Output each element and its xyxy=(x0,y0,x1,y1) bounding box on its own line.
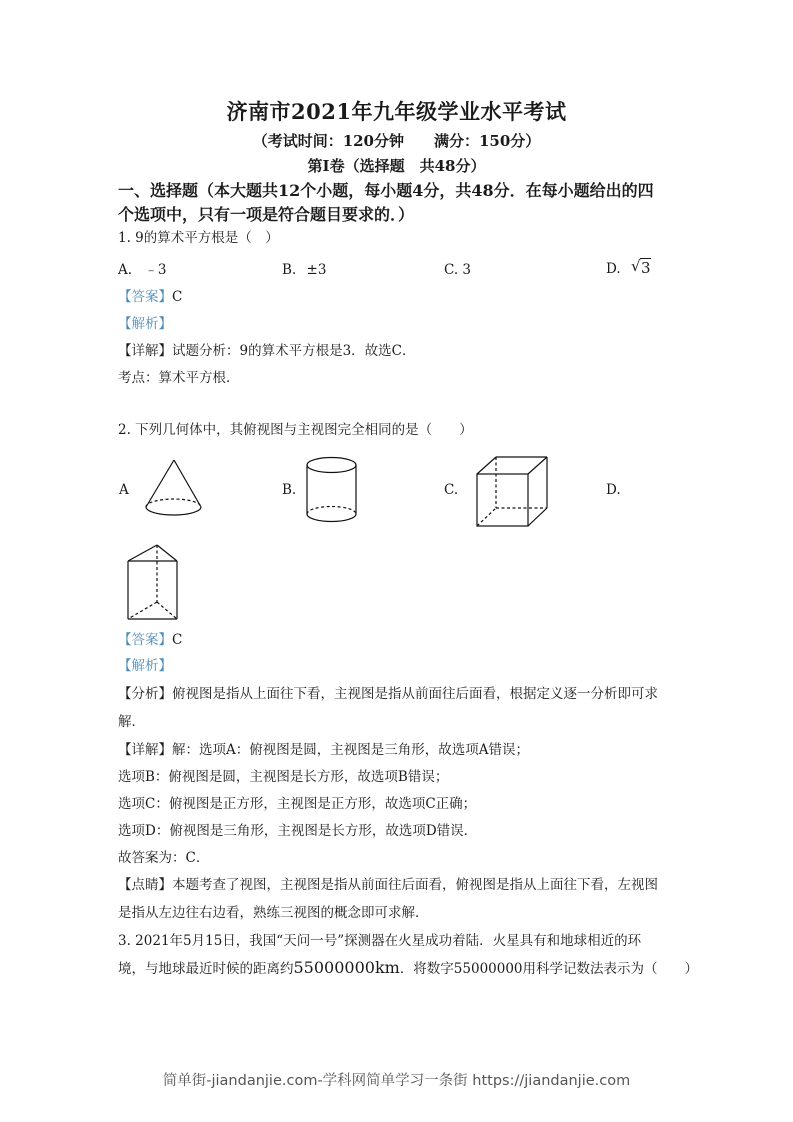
q2-stem: 2. 下列几何体中，其俯视图与主视图完全相同的是（ ） xyxy=(118,422,473,438)
q1-detail: 【详解】试题分析：9的算术平方根是3．故选C． xyxy=(118,343,416,359)
q2-comment-line1: 【点睛】本题考查了视图，主视图是指从前面往后面看，俯视图是指从上面往下看，左视图 xyxy=(118,877,658,893)
q2-option-d-label: D. xyxy=(606,482,621,498)
cone-figure xyxy=(145,458,205,523)
answer-label: 【答案】 xyxy=(118,289,172,305)
q1-option-d-label: D. xyxy=(606,261,621,277)
q2-comment-line2: 是指从左边往右边看，熟练三视图的概念即可求解． xyxy=(118,905,429,921)
radical-sign-icon: √ xyxy=(630,257,641,275)
q3-stem-text-b: ．将数字55000000用科学记数法表示为（ ） xyxy=(399,961,699,977)
q2-analysis-label: 【解析】 xyxy=(118,658,172,674)
q2-option-b-label: B. xyxy=(282,482,297,498)
q2-detail-line4: 选项D：俯视图是三角形，主视图是长方形，故选项D错误． xyxy=(118,823,478,839)
q1-option-a-text: ﹣3 xyxy=(144,262,167,278)
q2-detail-line3: 选项C：俯视图是正方形，主视图是正方形，故选项C正确； xyxy=(118,796,477,812)
section-heading-line1: 一、选择题（本大题共12个小题，每小题4分，共48分．在每小题给出的四 xyxy=(118,181,654,200)
q2-detail-line1: 【详解】解：选项A：俯视图是圆，主视图是三角形，故选项A错误； xyxy=(118,742,529,758)
triangular-prism-figure xyxy=(127,544,179,622)
q1-option-b-label: B. xyxy=(282,262,297,278)
q3-stem-line2 xyxy=(118,958,698,979)
volume-heading: 第Ⅰ卷（选择题 共48分） xyxy=(307,157,486,175)
q2-answer xyxy=(118,630,182,650)
q1-answer xyxy=(118,287,182,307)
q1-option-c xyxy=(444,260,471,280)
q1-option-b-text: ±3 xyxy=(306,262,327,278)
q1-analysis-label: 【解析】 xyxy=(118,316,172,332)
section-heading-line2: 个选项中，只有一项是符合题目要求的．） xyxy=(118,205,415,224)
q3-distance-value: 55000000km xyxy=(293,958,400,977)
q1-option-c-text: C. 3 xyxy=(444,262,472,278)
sqrt-expression xyxy=(631,258,652,279)
q1-option-b xyxy=(282,260,326,280)
q1-knowledge-point: 考点：算术平方根． xyxy=(118,370,240,386)
cube-figure xyxy=(476,456,548,528)
q3-stem-line1: 3. 2021年5月15日，我国“天问一号”探测器在火星成功着陆．火星具有和地球相近的环 xyxy=(118,933,642,949)
q1-answer-value: C xyxy=(172,289,183,305)
q2-option-a-label: A xyxy=(119,482,129,498)
q1-stem: 1. 9的算术平方根是（ ） xyxy=(118,230,279,246)
q1-option-a xyxy=(118,260,166,280)
q2-answer-value: C xyxy=(172,632,183,648)
q2-option-c-label: C. xyxy=(444,482,459,498)
answer-label: 【答案】 xyxy=(118,632,172,648)
q2-detail-line2: 选项B：俯视图是圆，主视图是长方形，故选项B错误； xyxy=(118,769,449,785)
watermark-footer: 简单街-jiandanjie.com-学科网简单学习一条街 https://jiandanjie.com xyxy=(162,1073,631,1089)
q2-final-answer: 故答案为：C． xyxy=(118,850,210,866)
q3-stem-text-a: 境，与地球最近时候的距离约 xyxy=(118,961,294,977)
q1-option-a-label: A. xyxy=(118,262,133,278)
q2-analysis-line1: 【分析】俯视图是指从上面往下看，主视图是指从前面往后面看，根据定义逐一分析即可求 xyxy=(118,686,658,702)
page-title: 济南市2021年九年级学业水平考试 xyxy=(226,99,567,124)
cylinder-figure xyxy=(306,456,358,526)
sqrt-argument: 3 xyxy=(640,259,651,277)
exam-time-score: （考试时间：120分钟 满分：150分） xyxy=(252,132,541,150)
q2-analysis-line2: 解． xyxy=(118,714,145,730)
q1-option-d xyxy=(606,258,651,279)
